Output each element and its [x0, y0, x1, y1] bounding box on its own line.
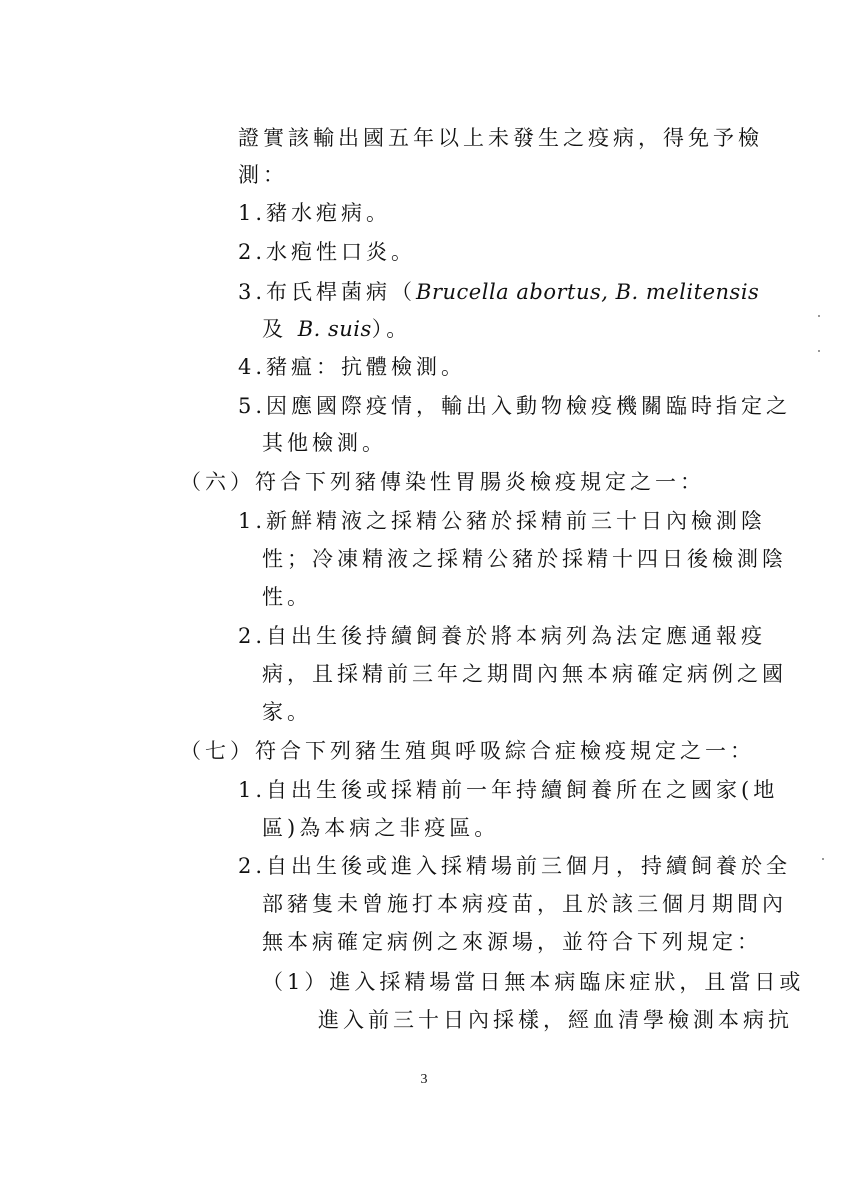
- list-item-continuation: 其他檢測。: [262, 431, 387, 455]
- list-item: 2.水疱性口炎。: [238, 240, 417, 264]
- list-item-continuation: 性。: [262, 585, 312, 609]
- text-line: 測：: [238, 163, 288, 187]
- list-item-continuation: 性；冷凍精液之採精公豬於採精十四日後檢測陰: [262, 547, 787, 571]
- scan-speck: [818, 350, 820, 352]
- list-item: 1.豬水疱病。: [238, 201, 392, 225]
- sub-list-item-continuation: 進入前三十日內採樣，經血清學檢測本病抗: [318, 1008, 793, 1032]
- sub-list-item: （1）進入採精場當日無本病臨床症狀，且當日或: [262, 970, 805, 994]
- scan-speck: [822, 858, 824, 860]
- latin-species-names: Brucella abortus, B. melitensis: [416, 280, 760, 304]
- list-item-text: ）。: [371, 317, 412, 341]
- scan-speck: [818, 315, 820, 317]
- list-item-continuation: 病，且採精前三年之期間內無本病確定病例之國: [262, 662, 787, 686]
- list-item-continuation: 區)為本病之非疫區。: [262, 816, 500, 840]
- page-number: 3: [420, 1072, 428, 1087]
- section-heading: （六）符合下列豬傳染性胃腸炎檢疫規定之一：: [180, 470, 705, 494]
- list-item: 1.新鮮精液之採精公豬於採精前三十日內檢測陰: [238, 509, 767, 533]
- list-item-text: 及: [262, 317, 298, 341]
- list-item: 4.豬瘟：抗體檢測。: [238, 355, 467, 379]
- list-item: 5.因應國際疫情，輸出入動物檢疫機關臨時指定之: [238, 394, 792, 418]
- list-item-continuation: 無本病確定病例之來源場，並符合下列規定：: [262, 930, 762, 954]
- list-item: [238, 279, 759, 305]
- list-item-continuation: 家。: [262, 700, 312, 724]
- text-line: 證實該輸出國五年以上未發生之疫病，得免予檢: [238, 126, 763, 150]
- list-item: 1.自出生後或採精前一年持續飼養所在之國家(地: [238, 778, 779, 802]
- list-item-text: 3.布氏桿菌病（: [238, 280, 417, 304]
- list-item-continuation: [262, 316, 411, 342]
- section-heading: （七）符合下列豬生殖與呼吸綜合症檢疫規定之一：: [180, 739, 755, 763]
- list-item: 2.自出生後持續飼養於將本病列為法定應通報疫: [238, 624, 767, 648]
- latin-species-names: B. suis: [297, 317, 372, 341]
- list-item: 2.自出生後或進入採精場前三個月，持續飼養於全: [238, 854, 792, 878]
- list-item-continuation: 部豬隻未曾施打本病疫苗，且於該三個月期間內: [262, 892, 787, 916]
